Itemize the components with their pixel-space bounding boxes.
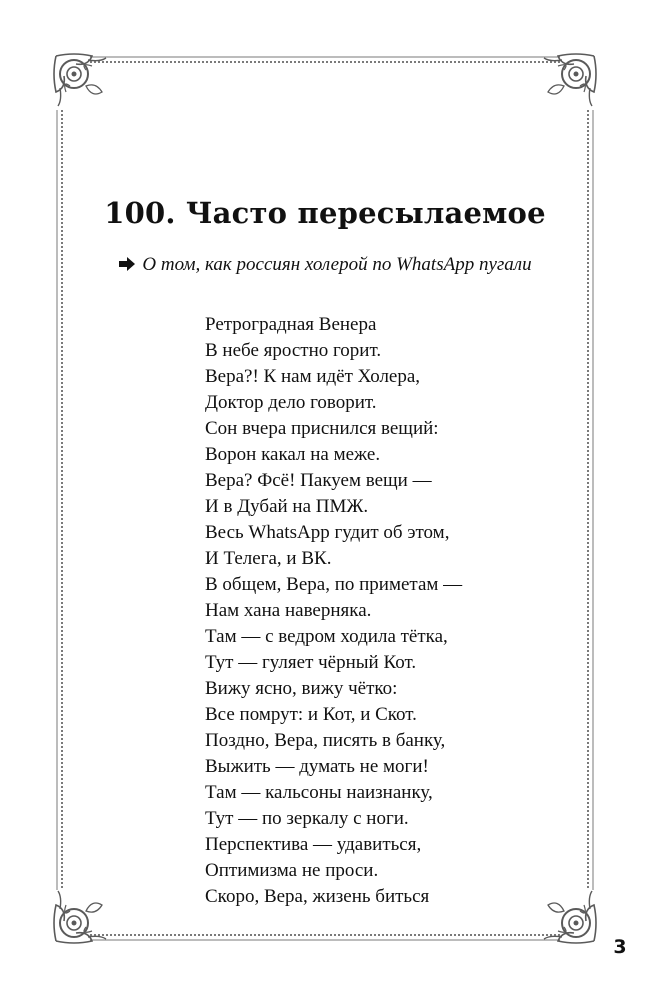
page-number: 3 (613, 936, 627, 958)
poem-body (205, 312, 462, 910)
poem-line: Доктор дело говорит. (205, 392, 377, 413)
poem-line: Весь WhatsApp гудит об этом, (205, 522, 450, 543)
poem-line: Там — с ведром ходила тётка, (205, 626, 448, 647)
poem-line: Нам хана наверняка. (205, 600, 372, 621)
poem-line: Все помрут: и Кот, и Скот. (205, 704, 417, 725)
subtitle-text: О том, как россиян холерой по WhatsApp пугали (142, 254, 532, 275)
poem-line: Ретроградная Венера (205, 314, 377, 335)
poem-line: Сон вчера приснился вещий: (205, 418, 439, 439)
poem-line: Вера?! К нам идёт Холера, (205, 366, 421, 387)
poem-line: Вижу ясно, вижу чётко: (205, 678, 398, 699)
poem-line: И в Дубай на ПМЖ. (205, 496, 369, 517)
poem-line: Тут — по зеркалу с ноги. (205, 808, 409, 829)
poem-line: Поздно, Вера, писять в банку, (205, 730, 446, 751)
poem-line: В общем, Вера, по приметам — (205, 574, 463, 595)
poem-line: Выжить — думать не моги! (205, 756, 429, 777)
poem-line: Оптимизма не проси. (205, 860, 379, 881)
chapter-subtitle (0, 254, 650, 278)
poem-line: Перспектива — удавиться, (205, 834, 422, 855)
poem-line: Ворон какал на меже. (205, 444, 381, 465)
poem-line: Вера? Фсё! Пакуем вещи — (205, 470, 432, 491)
poem-line: В небе яростно горит. (205, 340, 382, 361)
poem-line: Тут — гуляет чёрный Кот. (205, 652, 417, 673)
right-arrow-icon (118, 256, 136, 278)
poem-line: Там — кальсоны наизнанку, (205, 782, 433, 803)
poem-line: Скоро, Вера, жизень биться (205, 886, 430, 907)
poem-line: И Телега, и ВК. (205, 548, 332, 569)
page-title: 100. Часто пересылаемое (104, 196, 546, 230)
